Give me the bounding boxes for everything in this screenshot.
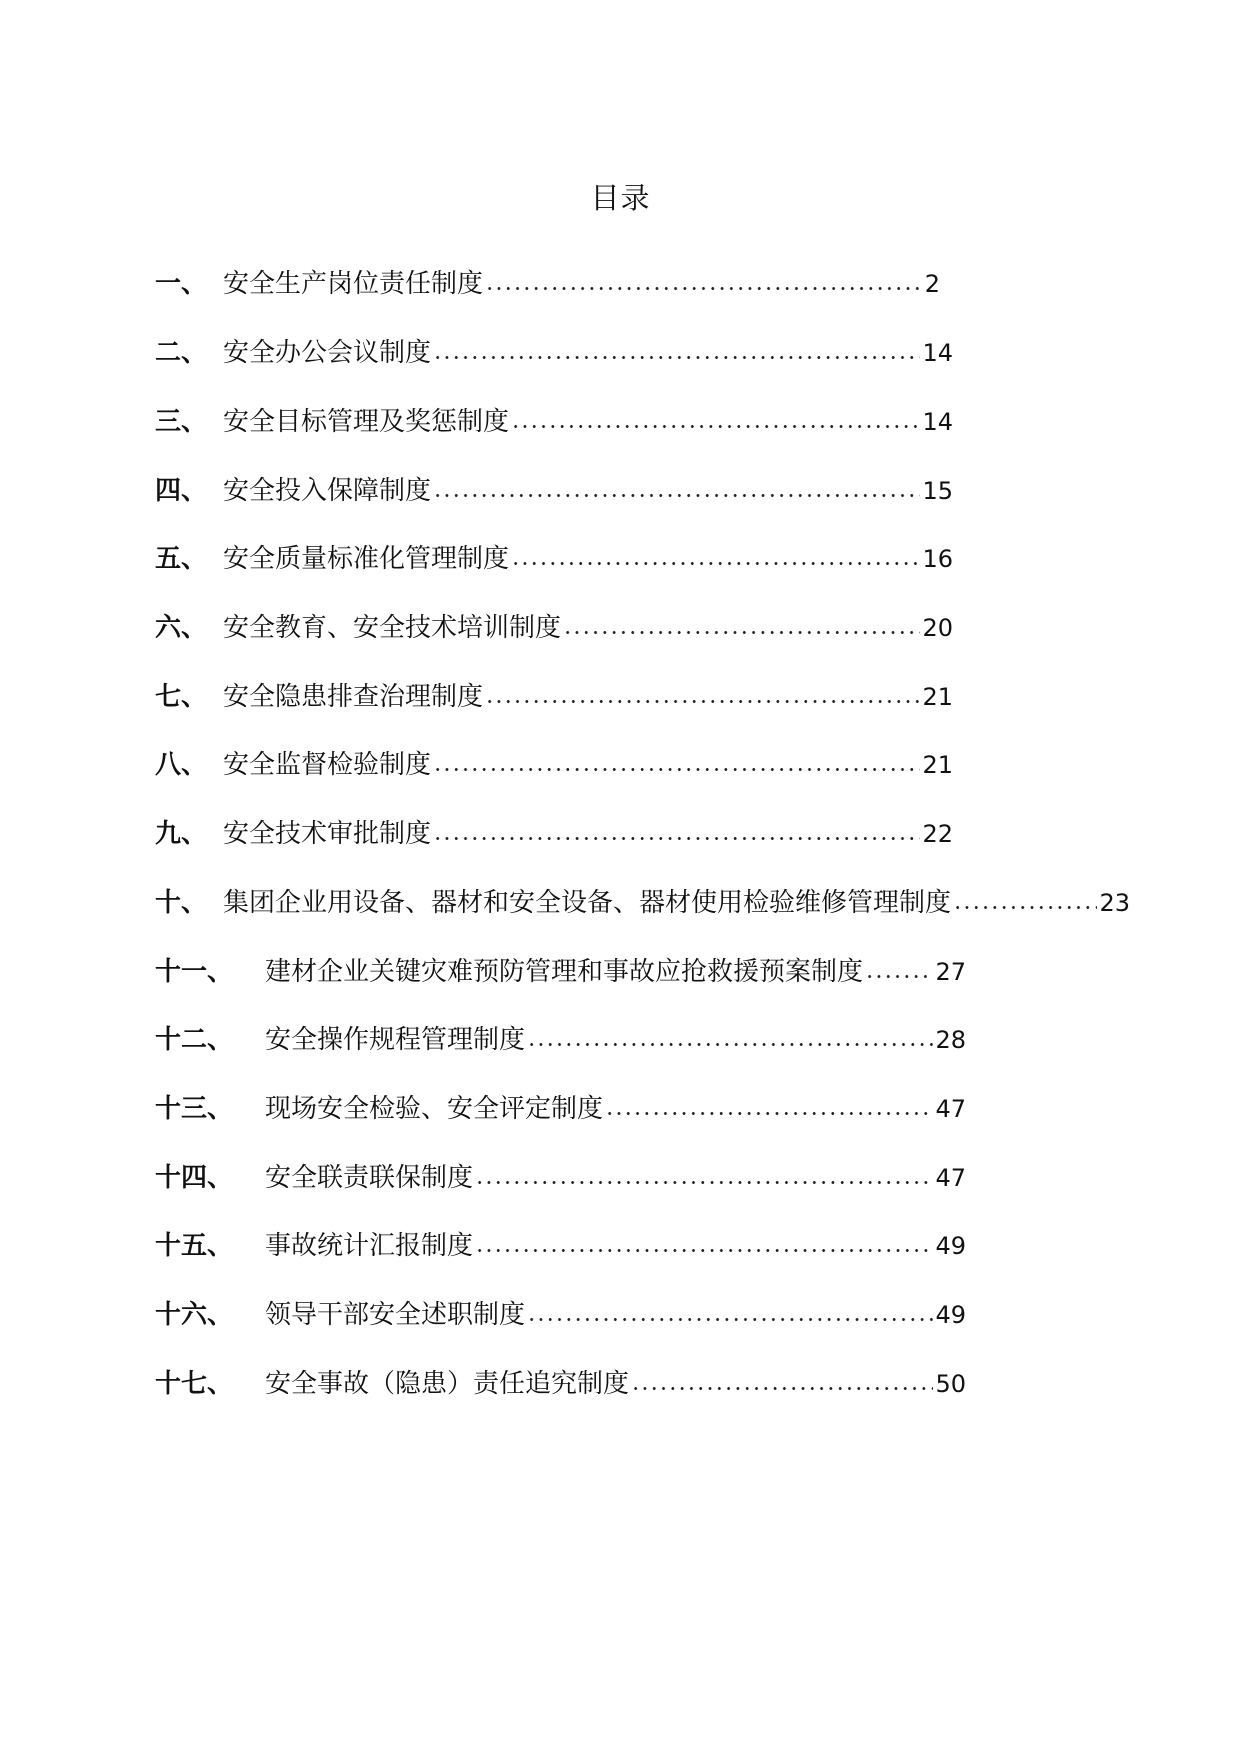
toc-entry-number: 二、 xyxy=(155,338,208,368)
dot-leader xyxy=(431,331,922,375)
toc-entry-number: 三、 xyxy=(155,407,208,437)
dot-leader xyxy=(509,537,922,581)
toc-entry-number: 十一、 xyxy=(155,957,234,987)
toc-entry-number: 八、 xyxy=(155,750,208,780)
toc-entry-number: 七、 xyxy=(155,682,208,712)
dot-leader xyxy=(483,262,925,306)
toc-entry[interactable] xyxy=(155,262,940,306)
toc-entry-title: 领导干部安全述职制度 xyxy=(265,1300,526,1330)
toc-entry-page: 21 xyxy=(922,683,953,711)
toc-entry-title: 安全操作规程管理制度 xyxy=(265,1025,526,1055)
toc-entry[interactable] xyxy=(155,537,953,581)
dot-leader xyxy=(431,812,922,856)
toc-entry-title: 集团企业用设备、器材和安全设备、器材使用检验维修管理制度 xyxy=(223,888,952,918)
dot-leader xyxy=(603,1087,935,1131)
toc-entry-page: 50 xyxy=(935,1370,966,1398)
toc-entry-title: 安全技术审批制度 xyxy=(223,819,432,849)
toc-entry-title: 安全办公会议制度 xyxy=(223,338,432,368)
toc-entry-page: 47 xyxy=(935,1095,966,1123)
toc-entry-page: 2 xyxy=(924,270,940,298)
toc-entry-number: 十、 xyxy=(155,888,208,918)
toc-entry-page: 28 xyxy=(935,1026,966,1054)
toc-entry-title: 安全投入保障制度 xyxy=(223,476,432,506)
toc-entry-title: 安全监督检验制度 xyxy=(223,750,432,780)
dot-leader xyxy=(431,743,922,787)
toc-entry-title: 安全目标管理及奖惩制度 xyxy=(223,407,510,437)
toc-entry-page: 21 xyxy=(922,751,953,779)
toc-entry-number: 十五、 xyxy=(155,1231,234,1261)
toc-entry-number: 十七、 xyxy=(155,1369,234,1399)
toc-entry-number: 十四、 xyxy=(155,1163,234,1193)
dot-leader xyxy=(951,881,1099,925)
toc-entry[interactable] xyxy=(155,469,953,513)
toc-entry[interactable] xyxy=(155,606,953,650)
toc-entry[interactable] xyxy=(155,950,966,994)
dot-leader xyxy=(525,1018,935,1062)
toc-entry-page: 47 xyxy=(935,1164,966,1192)
toc-entry-page: 49 xyxy=(935,1301,966,1329)
dot-leader xyxy=(561,606,922,650)
toc-entry[interactable] xyxy=(155,881,1130,925)
toc-entry[interactable] xyxy=(155,1224,966,1268)
toc-entry-number: 四、 xyxy=(155,476,208,506)
toc-entry[interactable] xyxy=(155,1156,966,1200)
toc-entry-page: 14 xyxy=(922,408,953,436)
dot-leader xyxy=(473,1156,935,1200)
dot-leader xyxy=(483,675,922,719)
page-title: 目录 xyxy=(590,181,651,215)
toc-entry-page: 49 xyxy=(935,1232,966,1260)
toc-entry[interactable] xyxy=(155,400,953,444)
toc-entry-title: 安全事故（隐患）责任追究制度 xyxy=(265,1369,630,1399)
toc-entry-number: 五、 xyxy=(155,544,208,574)
toc-entry-title: 现场安全检验、安全评定制度 xyxy=(265,1094,604,1124)
toc-entry-page: 16 xyxy=(922,545,953,573)
toc-entry[interactable] xyxy=(155,1018,966,1062)
toc-entry-page: 22 xyxy=(922,820,953,848)
toc-entry-title: 安全质量标准化管理制度 xyxy=(223,544,510,574)
toc-entry[interactable] xyxy=(155,1293,966,1337)
dot-leader xyxy=(509,400,922,444)
toc-entry-title: 安全教育、安全技术培训制度 xyxy=(223,613,562,643)
toc-entry-title: 事故统计汇报制度 xyxy=(265,1231,474,1261)
dot-leader xyxy=(525,1293,935,1337)
toc-entry[interactable] xyxy=(155,743,953,787)
toc-entry[interactable] xyxy=(155,331,953,375)
toc-entry-page: 23 xyxy=(1099,889,1130,917)
dot-leader xyxy=(863,950,935,994)
toc-entry-number: 一、 xyxy=(155,269,208,299)
toc-entry-title: 建材企业关键灾难预防管理和事故应抢救援预案制度 xyxy=(265,957,864,987)
toc-entry-page: 27 xyxy=(935,958,966,986)
toc-entry-number: 九、 xyxy=(155,819,208,849)
toc-entry-title: 安全联责联保制度 xyxy=(265,1163,474,1193)
dot-leader xyxy=(473,1224,935,1268)
toc-entry[interactable] xyxy=(155,812,953,856)
toc-entry-page: 14 xyxy=(922,339,953,367)
toc-entry-number: 十六、 xyxy=(155,1300,234,1330)
toc-entry-page: 15 xyxy=(922,477,953,505)
toc-entry[interactable] xyxy=(155,1362,966,1406)
toc-entry-number: 六、 xyxy=(155,613,208,643)
toc-entry-number: 十二、 xyxy=(155,1025,234,1055)
dot-leader xyxy=(431,469,922,513)
toc-entry-title: 安全隐患排查治理制度 xyxy=(223,682,484,712)
toc-entry[interactable] xyxy=(155,675,953,719)
toc-entry[interactable] xyxy=(155,1087,966,1131)
toc-entry-number: 十三、 xyxy=(155,1094,234,1124)
toc-entry-title: 安全生产岗位责任制度 xyxy=(223,269,484,299)
dot-leader xyxy=(629,1362,935,1406)
toc-entry-page: 20 xyxy=(922,614,953,642)
